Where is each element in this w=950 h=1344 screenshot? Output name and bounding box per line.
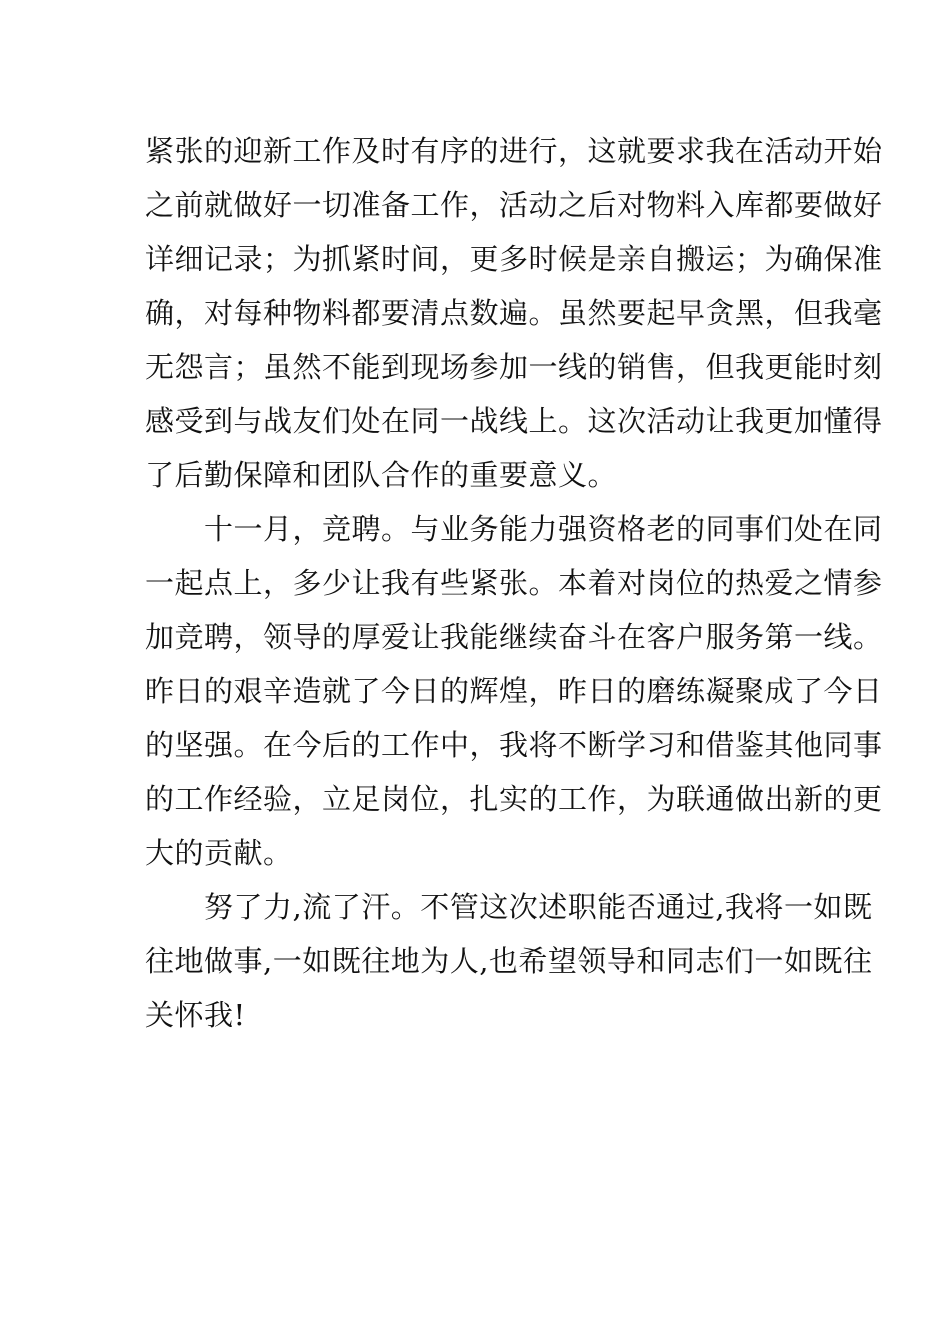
paragraph-2 xyxy=(145,502,883,880)
text-line: 加竞聘，领导的厚爱让我能继续奋斗在客户服务第一线。 xyxy=(145,620,883,654)
text-line: 关怀我! xyxy=(145,998,246,1032)
body-text xyxy=(145,124,883,1042)
text-line: 一起点上，多少让我有些紧张。本着对岗位的热爱之情参 xyxy=(145,566,883,600)
text-line: 感受到与战友们处在同一战线上。这次活动让我更加懂得 xyxy=(145,404,883,438)
text-line: 之前就做好一切准备工作，活动之后对物料入库都要做好 xyxy=(145,188,883,222)
text-line: 无怨言；虽然不能到现场参加一线的销售，但我更能时刻 xyxy=(145,350,883,384)
text-line: 的工作经验，立足岗位，扎实的工作，为联通做出新的更 xyxy=(145,782,883,816)
text-line: 往地做事,一如既往地为人,也希望领导和同志们一如既往 xyxy=(145,944,873,978)
paragraph-3 xyxy=(145,880,873,1042)
text-line: 确，对每种物料都要清点数遍。虽然要起早贪黑，但我毫 xyxy=(145,296,883,330)
text-line: 详细记录；为抓紧时间，更多时候是亲自搬运；为确保准 xyxy=(145,242,883,276)
text-line: 努了力,流了汗。不管这次述职能否通过,我将一如既 xyxy=(145,890,873,924)
paragraph-1 xyxy=(145,124,883,502)
text-line: 昨日的艰辛造就了今日的辉煌，昨日的磨练凝聚成了今日 xyxy=(145,674,883,708)
text-line: 了后勤保障和团队合作的重要意义。 xyxy=(145,458,618,492)
text-line: 的坚强。在今后的工作中，我将不断学习和借鉴其他同事 xyxy=(145,728,883,762)
text-line: 大的贡献。 xyxy=(145,836,293,870)
text-line: 十一月，竞聘。与业务能力强资格老的同事们处在同 xyxy=(145,512,883,546)
text-line: 紧张的迎新工作及时有序的进行，这就要求我在活动开始 xyxy=(145,134,883,168)
